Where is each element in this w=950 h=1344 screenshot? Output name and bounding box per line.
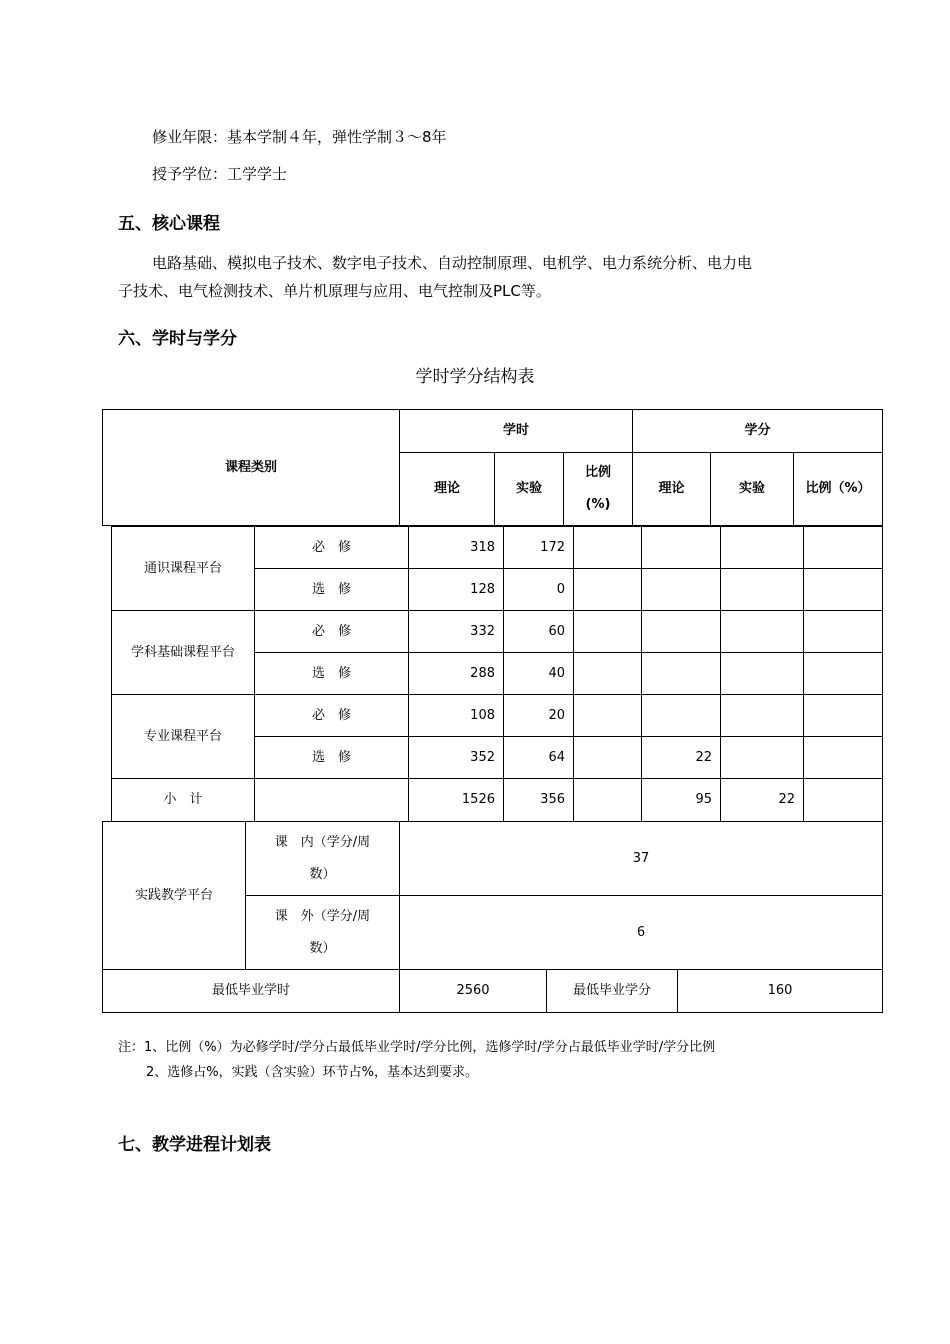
- experiment-hours-cell: 0: [504, 569, 574, 611]
- course-type-cell: 必 修: [255, 695, 409, 737]
- core-courses-line1: 电路基础、模拟电子技术、数字电子技术、自动控制原理、电机学、电力系统分析、电力电: [152, 254, 753, 272]
- experiment-credits-cell: [721, 737, 804, 779]
- experiment-credits-cell: [721, 611, 804, 653]
- practice-inner-label: 课 内（学分/周 数）: [246, 822, 400, 896]
- subtotal-type-cell: [255, 779, 409, 822]
- hours-ratio-cell: [574, 569, 642, 611]
- hours-ratio-cell: [574, 611, 642, 653]
- subtotal-credits-ratio: [804, 779, 883, 822]
- course-type-cell: 必 修: [255, 611, 409, 653]
- credits-ratio-cell: [804, 695, 883, 737]
- hours-ratio-header: 比例 (%): [564, 453, 633, 526]
- subtotal-theory-hours: 1526: [409, 779, 504, 822]
- hours-theory-header: 理论: [400, 453, 495, 526]
- experiment-credits-cell: [721, 569, 804, 611]
- category-header: 课程类别: [103, 410, 400, 526]
- min-hours-label: 最低毕业学时: [103, 970, 400, 1013]
- table-title: 学时学分结构表: [415, 367, 535, 387]
- theory-hours-cell: 108: [409, 695, 504, 737]
- credit-table-header: [102, 409, 883, 526]
- experiment-hours-cell: 64: [504, 737, 574, 779]
- course-type-cell: 必 修: [255, 527, 409, 569]
- experiment-hours-cell: 172: [504, 527, 574, 569]
- credits-ratio-cell: [804, 569, 883, 611]
- credits-ratio-cell: [804, 737, 883, 779]
- practice-outer-value: 6: [400, 896, 883, 970]
- duration-text: 修业年限：基本学制４年，弹性学制３～8年: [152, 128, 447, 146]
- experiment-credits-cell: [721, 695, 804, 737]
- theory-credits-cell: 22: [642, 737, 721, 779]
- course-type-cell: 选 修: [255, 653, 409, 695]
- hours-experiment-header: 实验: [495, 453, 564, 526]
- platform-cell: 学科基础课程平台: [112, 611, 255, 695]
- theory-hours-cell: 128: [409, 569, 504, 611]
- credit-table-body: [111, 526, 883, 822]
- practice-table: [102, 821, 883, 1013]
- hours-header: 学时: [400, 410, 633, 453]
- note-line1: 注：1、比例（%）为必修学时/学分占最低毕业学时/学分比例，选修学时/学分占最低毕业学时/学分比例: [118, 1040, 716, 1055]
- experiment-hours-cell: 60: [504, 611, 574, 653]
- practice-inner-value: 37: [400, 822, 883, 896]
- practice-platform-label: 实践教学平台: [103, 822, 246, 970]
- subtotal-experiment-credits: 22: [721, 779, 804, 822]
- credits-ratio-cell: [804, 611, 883, 653]
- section7-heading: 七、教学进程计划表: [118, 1135, 271, 1155]
- theory-hours-cell: 318: [409, 527, 504, 569]
- credits-header: 学分: [633, 410, 883, 453]
- degree-text: 授予学位：工学学士: [152, 165, 288, 183]
- theory-hours-cell: 332: [409, 611, 504, 653]
- experiment-hours-cell: 20: [504, 695, 574, 737]
- section5-heading: 五、核心课程: [118, 214, 220, 234]
- course-type-cell: 选 修: [255, 737, 409, 779]
- course-type-cell: 选 修: [255, 569, 409, 611]
- theory-credits-cell: [642, 653, 721, 695]
- note-line2: 2、选修占%，实践（含实验）环节占%，基本达到要求。: [146, 1065, 478, 1080]
- practice-outer-label: 课 外（学分/周 数）: [246, 896, 400, 970]
- credits-theory-header: 理论: [633, 453, 711, 526]
- subtotal-label: 小 计: [112, 779, 255, 822]
- hours-ratio-cell: [574, 695, 642, 737]
- platform-cell: 专业课程平台: [112, 695, 255, 779]
- credits-ratio-header: 比例（%）: [794, 453, 883, 526]
- theory-credits-cell: [642, 611, 721, 653]
- theory-credits-cell: [642, 569, 721, 611]
- subtotal-theory-credits: 95: [642, 779, 721, 822]
- core-courses-line2: 子技术、电气检测技术、单片机原理与应用、电气控制及PLC等。: [118, 282, 551, 300]
- theory-credits-cell: [642, 527, 721, 569]
- theory-hours-cell: 288: [409, 653, 504, 695]
- min-credits-value: 160: [678, 970, 883, 1013]
- credits-experiment-header: 实验: [711, 453, 794, 526]
- min-hours-value: 2560: [400, 970, 547, 1013]
- hours-ratio-cell: [574, 653, 642, 695]
- hours-ratio-cell: [574, 527, 642, 569]
- theory-hours-cell: 352: [409, 737, 504, 779]
- credits-ratio-cell: [804, 527, 883, 569]
- hours-ratio-cell: [574, 737, 642, 779]
- subtotal-hours-ratio: [574, 779, 642, 822]
- experiment-hours-cell: 40: [504, 653, 574, 695]
- credits-ratio-cell: [804, 653, 883, 695]
- section6-heading: 六、学时与学分: [118, 329, 237, 349]
- theory-credits-cell: [642, 695, 721, 737]
- min-credits-label: 最低毕业学分: [547, 970, 678, 1013]
- experiment-credits-cell: [721, 527, 804, 569]
- platform-cell: 通识课程平台: [112, 527, 255, 611]
- experiment-credits-cell: [721, 653, 804, 695]
- subtotal-experiment-hours: 356: [504, 779, 574, 822]
